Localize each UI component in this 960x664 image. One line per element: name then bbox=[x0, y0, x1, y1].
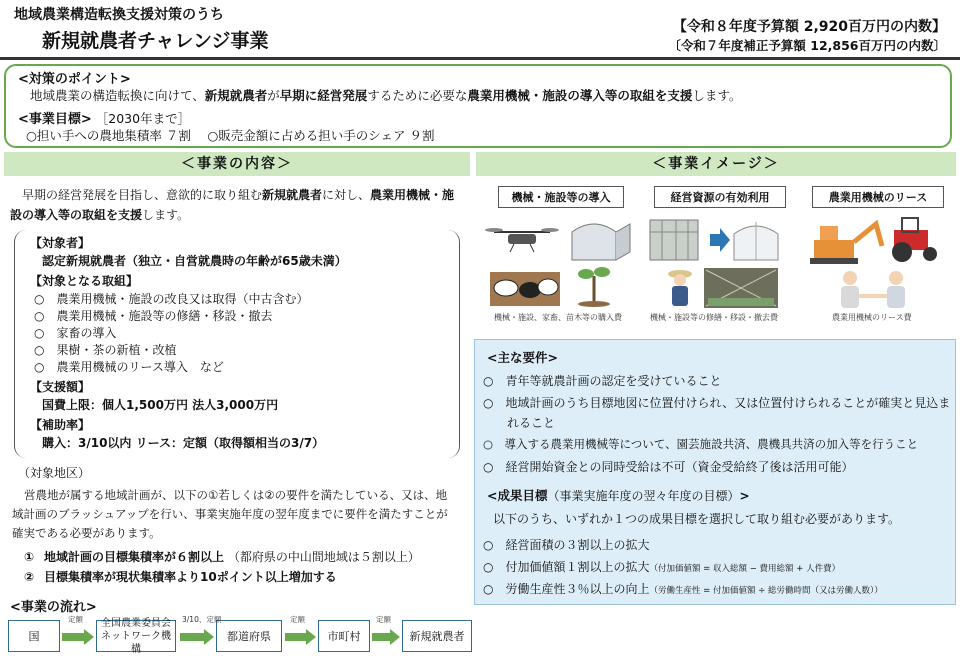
new-greenhouse-icon bbox=[734, 222, 778, 260]
support-text: 国費上限：個人1,500万円 法人3,000万円 bbox=[42, 398, 279, 412]
outcome-item: ○ 経営面積の３割以上の拡大 bbox=[483, 538, 650, 552]
outcome-heading-note: （事業実施年度の翌々年度の目標） bbox=[547, 489, 740, 503]
drone-icon bbox=[485, 228, 559, 252]
outcome2-text: ○ 付加価値額１割以上の拡大 bbox=[483, 560, 650, 574]
outcome2-note: （付加価値額 = 収入総額 − 費用総額 + 人件費） bbox=[649, 564, 841, 574]
excavator-icon bbox=[810, 224, 882, 264]
flow-arrow-icon bbox=[372, 629, 400, 645]
page-title: 新規就農者チャレンジ事業 bbox=[42, 30, 269, 52]
points-text-e: するために必要な bbox=[367, 88, 468, 103]
outcome-item bbox=[483, 558, 840, 575]
requirements-heading: <主な要件> bbox=[487, 350, 558, 365]
intro-1d: 農業用機械・施 bbox=[370, 188, 455, 202]
req2-text: 目標集積率が現状集積率より10ポイント以上増加する bbox=[44, 570, 337, 584]
content-intro-line2 bbox=[10, 206, 189, 223]
flow-node-national-committee: 全国農業委員会ネットワーク機構 bbox=[96, 620, 176, 652]
area-line: 営農地が属する地域計画が、以下の①若しくは②の要件を満たしている、又は、地 bbox=[24, 488, 448, 502]
caption-equipment: 機械・施設等の導入 bbox=[498, 186, 624, 208]
budget-main: 【令和８年度予算額 2,920百万円の内数】 bbox=[672, 19, 946, 35]
area-line: 確実である必要があります。 bbox=[12, 526, 161, 540]
efforts-heading: 【対象となる取組】 bbox=[30, 274, 139, 288]
req1-num: ① bbox=[24, 550, 35, 564]
budget-supplementary: 〔令和７年度補正予算額 12,856百万円の内数〕 bbox=[668, 38, 946, 53]
tractor-icon bbox=[892, 218, 937, 262]
flow-arrow-icon bbox=[180, 629, 214, 645]
header-divider bbox=[0, 57, 960, 60]
flow-arrow-icon bbox=[62, 629, 94, 645]
goal-heading: <事業目標> bbox=[18, 112, 92, 127]
subcaption-resources: 機械・施設等の修繕・移設・撤去費 bbox=[650, 313, 778, 322]
flow-node-new-farmer: 新規就農者 bbox=[402, 620, 472, 652]
requirement-item: ○ 導入する農業用機械等について、園芸施設共済、農機具共済の加入等を行うこと bbox=[483, 437, 919, 451]
points-text-b: 新規就農者 bbox=[204, 88, 268, 103]
intro-2b: します。 bbox=[142, 208, 190, 222]
target-heading: 【対象者】 bbox=[30, 236, 91, 250]
flow-arrow-icon bbox=[285, 629, 316, 645]
requirement-item: ○ 経営開始資金との同時受給は不可（資金受給終了後は活用可能） bbox=[483, 460, 854, 474]
goal-line: ○担い手への農地集積率 ７割 ○販売金額に占める担い手のシェア ９割 bbox=[26, 128, 435, 143]
area-heading: （対象地区） bbox=[18, 466, 91, 480]
outcome3-note: （労働生産性 = 付加価値額 ÷ 総労働時間（又は労働人数）） bbox=[649, 586, 883, 596]
flow-heading: <事業の流れ> bbox=[10, 600, 97, 615]
points-text-g: します。 bbox=[692, 88, 742, 103]
effort-item: ○ 家畜の導入 bbox=[34, 326, 117, 340]
effort-item: ○ 農業用機械のリース導入 など bbox=[34, 360, 224, 374]
caption-lease: 農業用機械のリース bbox=[812, 186, 944, 208]
flow-node-prefecture: 都道府県 bbox=[216, 620, 282, 652]
area-req1 bbox=[24, 548, 420, 565]
requirement-item: ○ 地域計画のうち目標地図に位置付けられ、又は位置付けられることが確実と見込ま bbox=[483, 396, 951, 410]
subcaption-equipment: 機械・施設、家畜、苗木等の購入費 bbox=[494, 313, 622, 322]
intro-1b: 新規就農者 bbox=[262, 188, 323, 202]
req2-num: ② bbox=[24, 570, 35, 584]
requirement-item: ○ 青年等就農計画の認定を受けていること bbox=[483, 374, 722, 388]
rate-heading: 【補助率】 bbox=[30, 418, 91, 432]
outcome-heading-end: > bbox=[739, 489, 750, 503]
req1-note: （都府県の中山間地域は５割以上） bbox=[227, 550, 420, 564]
target-text: 認定新規就農者（独立・自営就農時の年齢が65歳未満） bbox=[42, 254, 347, 268]
outcome-item bbox=[483, 580, 883, 597]
greenhouse-interior-photo bbox=[704, 268, 778, 308]
flow-label: 定額 bbox=[68, 615, 83, 624]
image-illustrations bbox=[484, 212, 954, 312]
arrow-right-icon bbox=[710, 228, 730, 252]
outcome3-text: ○ 労働生産性３％以上の向上 bbox=[483, 582, 650, 596]
points-text-c: が bbox=[267, 88, 280, 103]
goal-heading-row bbox=[18, 108, 190, 127]
points-text-f: 農業用機械・施設の導入等の取組を支援 bbox=[467, 88, 693, 103]
outcome-heading bbox=[487, 486, 750, 504]
points-text-a: 地域農業の構造転換に向けて、 bbox=[30, 88, 205, 103]
support-heading: 【支援額】 bbox=[30, 380, 91, 394]
content-intro-line1 bbox=[22, 186, 454, 203]
sapling-icon bbox=[578, 267, 610, 307]
policy-points-box bbox=[4, 64, 952, 148]
rate-text: 購入：3/10以内 リース：定額（取得額相当の3/7） bbox=[42, 436, 325, 450]
content-section-title: ＜事業の内容＞ bbox=[4, 152, 470, 176]
points-text bbox=[30, 86, 741, 104]
points-heading: <対策のポイント> bbox=[18, 72, 131, 87]
goal-year: ［2030年まで］ bbox=[95, 111, 191, 126]
req1-text: 地域計画の目標集積率が６割以上 bbox=[44, 550, 225, 564]
flow-label: 定額 bbox=[376, 615, 391, 624]
handshake-people-icon bbox=[841, 271, 905, 308]
area-line: 域計画のブラッシュアップを行い、事業実施年度の翌年度までに要件を満たすことが bbox=[12, 507, 448, 521]
requirements-box bbox=[474, 339, 956, 605]
subcaption-lease: 農業用機械のリース費 bbox=[832, 313, 912, 322]
cows-icon bbox=[490, 272, 560, 306]
flow-label: 3/10、定額 bbox=[182, 615, 222, 624]
caption-resources: 経営資源の有効利用 bbox=[654, 186, 786, 208]
flow-node-municipality: 市町村 bbox=[318, 620, 370, 652]
flow-label: 定額 bbox=[290, 615, 305, 624]
outcome-heading-main: <成果目標 bbox=[487, 488, 548, 503]
farmer-icon bbox=[668, 270, 692, 306]
greenhouse-icon bbox=[572, 224, 630, 260]
intro-1c: に対し、 bbox=[322, 188, 371, 202]
header-subtitle: 地域農業構造転換支援対策のうち bbox=[14, 7, 224, 23]
image-section-title: ＜事業イメージ＞ bbox=[476, 152, 956, 176]
area-req2 bbox=[24, 568, 337, 585]
old-greenhouse-photo bbox=[650, 220, 698, 260]
flow-node-country: 国 bbox=[8, 620, 60, 652]
intro-2a: 設の導入等の取組を支援 bbox=[10, 208, 143, 222]
requirement-item: れること bbox=[483, 416, 556, 430]
outcome-intro: 以下のうち、いずれか１つの成果目標を選択して取り組む必要があります。 bbox=[493, 512, 901, 526]
effort-item: ○ 農業用機械・施設の改良又は取得（中古含む） bbox=[34, 292, 309, 306]
effort-item: ○ 果樹・茶の新植・改植 bbox=[34, 343, 177, 357]
intro-1a: 早期の経営発展を目指し、意欲的に取り組む bbox=[22, 188, 263, 202]
points-text-d: 早期に経営発展 bbox=[279, 88, 368, 103]
effort-item: ○ 農業用機械・施設等の修繕・移設・撤去 bbox=[34, 309, 273, 323]
